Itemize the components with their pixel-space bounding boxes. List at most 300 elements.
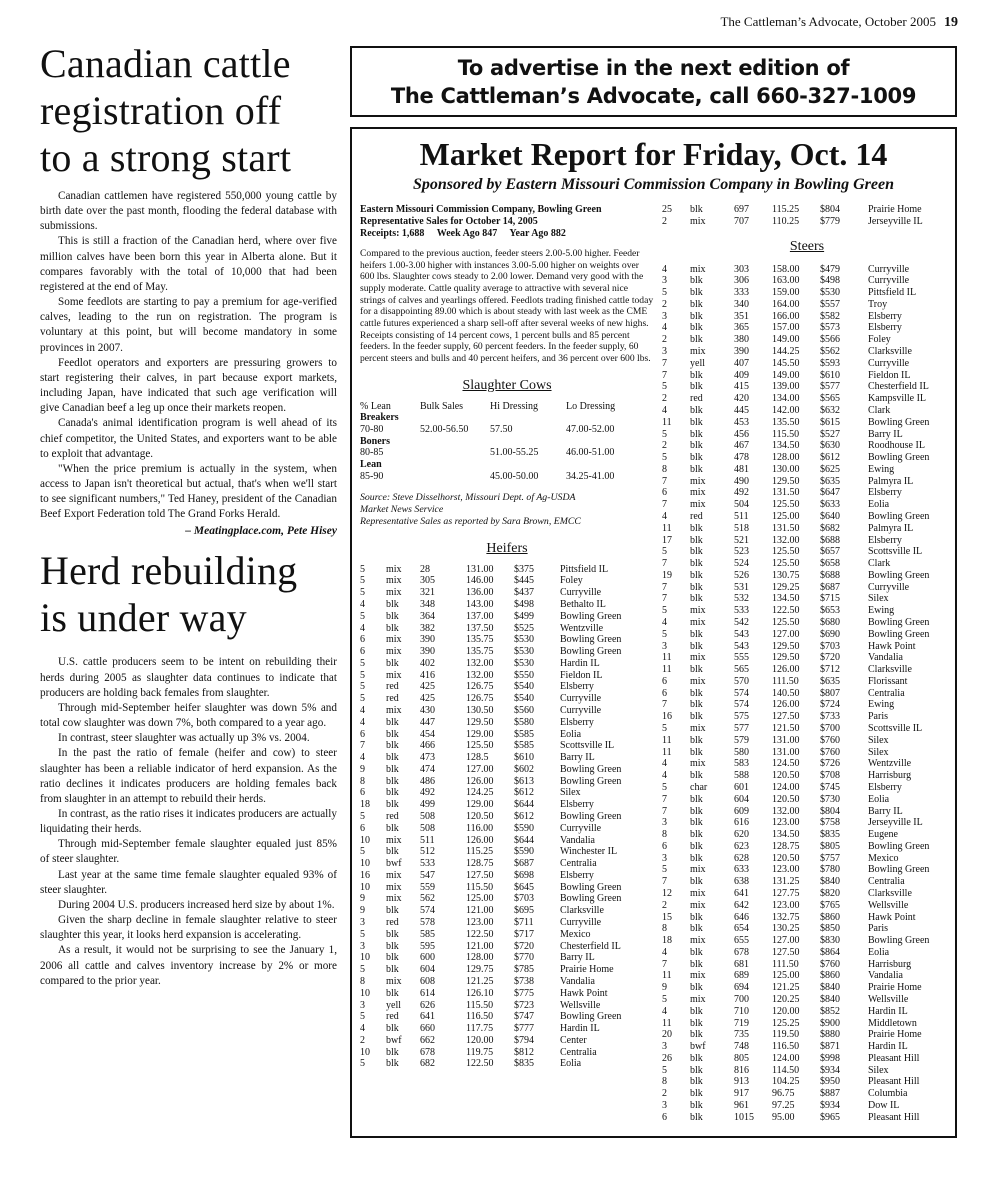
price-per-head: $557 [820, 298, 840, 310]
color: blk [690, 876, 703, 888]
sale-row [662, 794, 952, 806]
head-count: 7 [662, 699, 667, 711]
seller-town: Palmyra IL [868, 522, 914, 534]
price-per-head: $613 [514, 775, 534, 787]
color: mix [386, 587, 402, 599]
price-per-head: $775 [514, 987, 534, 999]
head-count: 2 [360, 1034, 365, 1046]
color: mix [690, 864, 706, 876]
seller-town: Curryville [560, 917, 602, 929]
head-count: 3 [662, 852, 667, 864]
head-count: 2 [662, 334, 667, 346]
sale-row [662, 334, 952, 346]
head-count: 6 [360, 787, 365, 799]
seller-town: Eolia [868, 946, 890, 958]
sale-row [662, 664, 952, 676]
sale-row [662, 464, 952, 476]
head-count: 11 [662, 1017, 672, 1029]
price-per-head: $760 [820, 958, 840, 970]
price-cwt: 126.75 [466, 681, 494, 693]
head-count: 5 [360, 964, 365, 976]
weight: 642 [734, 899, 749, 911]
price-per-head: $871 [820, 1041, 840, 1053]
price-cwt: 126.00 [466, 834, 494, 846]
seller-town: Prairie Home [560, 964, 614, 976]
cow-lo: 46.00-51.00 [566, 447, 615, 459]
cow-lo: 34.25-41.00 [566, 470, 615, 482]
weight: 660 [420, 1023, 435, 1035]
price-per-head: $717 [514, 928, 534, 940]
weight: 348 [420, 598, 435, 610]
article1-headline-line: Canadian cattle [40, 41, 291, 86]
price-cwt: 134.00 [772, 393, 800, 405]
seller-town: Hardin IL [560, 657, 600, 669]
color: blk [386, 598, 399, 610]
sale-row [662, 546, 952, 558]
color: blk [690, 440, 703, 452]
price-cwt: 127.00 [772, 628, 800, 640]
weight: 533 [420, 858, 435, 870]
sale-row [662, 959, 952, 971]
article1-headline [40, 40, 337, 181]
color: blk [386, 799, 399, 811]
head-count: 8 [360, 775, 365, 787]
publication-date: The Cattleman’s Advocate, October 2005 [720, 14, 936, 29]
article2-paragraph: In contrast, steer slaughter was actually up 3% vs. 2004. [58, 732, 310, 745]
weight: 961 [734, 1100, 749, 1112]
seller-town: Bowling Green [868, 416, 930, 428]
head-count: 3 [662, 346, 667, 358]
seller-town: Paris [868, 711, 888, 723]
article1-paragraph: This is still a fraction of the Canadian herd, where over five million calves have been born this year in Alberta alone. But it compares favorably with the total of 10,000 that had been registered at the end of May. [40, 235, 337, 293]
head-count: 10 [360, 881, 370, 893]
seller-town: Centralia [868, 876, 905, 888]
price-per-head: $807 [820, 687, 840, 699]
head-count: 4 [360, 704, 365, 716]
weight: 453 [734, 416, 749, 428]
head-count: 5 [360, 846, 365, 858]
seller-town: Bowling Green [560, 646, 622, 658]
price-per-head: $738 [514, 975, 534, 987]
head-count: 5 [662, 546, 667, 558]
seller-town: Paris [868, 923, 888, 935]
sale-row [360, 952, 654, 964]
color: blk [386, 822, 399, 834]
market-right-column [662, 204, 952, 1124]
seller-town: Barry IL [560, 952, 595, 964]
head-count: 11 [662, 970, 672, 982]
slaughter-cows-header [360, 401, 654, 413]
weight: 508 [420, 811, 435, 822]
color: mix [690, 970, 706, 982]
weight: 917 [734, 1088, 749, 1100]
color: blk [690, 664, 703, 676]
weight: 735 [734, 1029, 749, 1041]
source-line: Source: Steve Disselhorst, Missouri Dept. of Ag-USDA [360, 492, 576, 504]
sale-row [360, 634, 654, 646]
sale-row [360, 882, 654, 894]
seller-town: Curryville [868, 357, 910, 369]
weight: 478 [734, 452, 749, 464]
seller-town: Vandalia [560, 975, 595, 987]
seller-town: Clarksville [868, 887, 912, 899]
color: blk [690, 558, 703, 570]
color: mix [386, 975, 402, 987]
seller-town: Foley [560, 575, 583, 587]
price-per-head: $437 [514, 587, 534, 599]
weight: 608 [420, 975, 435, 987]
head-count: 5 [360, 669, 365, 681]
cow-bulk [420, 447, 490, 459]
price-cwt: 140.50 [772, 687, 800, 699]
color: blk [690, 793, 703, 805]
price-per-head: $580 [514, 716, 534, 728]
color: bwf [386, 1034, 402, 1046]
seller-town: Bowling Green [868, 510, 930, 522]
price-per-head: $582 [820, 310, 840, 322]
head-count: 3 [662, 1100, 667, 1112]
seller-town: Centralia [868, 687, 905, 699]
color: blk [690, 369, 703, 381]
head-count: 7 [662, 581, 667, 593]
color: blk [690, 1017, 703, 1029]
weight: 694 [734, 982, 749, 994]
price-per-head: $499 [514, 610, 534, 622]
color: blk [690, 534, 703, 546]
price-cwt: 126.00 [466, 775, 494, 787]
price-cwt: 128.75 [772, 840, 800, 852]
head-count: 5 [662, 287, 667, 299]
price-cwt: 130.75 [772, 569, 800, 581]
seller-town: Palmyra IL [868, 475, 914, 487]
head-count: 7 [662, 805, 667, 817]
article1-body [40, 189, 337, 522]
price-cwt: 126.00 [772, 699, 800, 711]
weight: 542 [734, 617, 749, 628]
price-per-head: $630 [820, 440, 840, 452]
weight: 574 [420, 905, 435, 917]
head-count: 4 [360, 752, 365, 764]
color: blk [690, 1052, 703, 1064]
article1-headline-line: to a strong start [40, 135, 292, 180]
weight: 504 [734, 499, 749, 511]
price-per-head: $445 [514, 575, 534, 587]
price-cwt: 129.00 [466, 799, 494, 811]
weight: 646 [734, 911, 749, 923]
price-per-head: $850 [820, 923, 840, 935]
price-per-head: $680 [820, 617, 840, 628]
cow-lo: 47.00-52.00 [566, 423, 615, 435]
price-cwt: 129.50 [772, 475, 800, 487]
price-per-head: $590 [514, 846, 534, 858]
color: mix [690, 487, 706, 499]
sale-row [662, 711, 952, 723]
article1-paragraph: Some feedlots are starting to pay a premium for age-verified calves, leading to the run on registration. The program is voluntary at this point, but will become mandatory in some provinces in 2007. [40, 296, 337, 354]
color: blk [690, 322, 703, 334]
price-per-head: $612 [820, 452, 840, 464]
price-cwt: 131.00 [466, 563, 494, 575]
price-cwt: 115.50 [772, 428, 800, 440]
sale-row [360, 587, 654, 599]
head-count: 5 [360, 575, 365, 587]
head-count: 7 [662, 958, 667, 970]
weight: 595 [420, 940, 435, 952]
price-per-head: $658 [820, 558, 840, 570]
head-count: 2 [662, 1088, 667, 1100]
color: blk [690, 805, 703, 817]
price-per-head: $950 [820, 1076, 840, 1088]
seller-town: Middletown [868, 1017, 917, 1029]
sale-row [662, 570, 952, 582]
weight: 575 [734, 711, 749, 723]
head-count: 17 [662, 534, 672, 546]
seller-town: Hardin IL [560, 1023, 600, 1035]
seller-town: Bowling Green [868, 569, 930, 581]
seller-town: Silex [868, 734, 889, 746]
heifers-title: Heifers [486, 540, 528, 556]
price-per-head: $747 [514, 1011, 534, 1023]
price-per-head: $900 [820, 1017, 840, 1029]
seller-town: Pleasant Hill [868, 1111, 920, 1123]
seller-town: Mexico [868, 852, 899, 864]
price-cwt: 129.50 [466, 716, 494, 728]
weight: 456 [734, 428, 749, 440]
color: mix [690, 899, 706, 911]
seller-town: Bowling Green [868, 617, 930, 628]
sale-row [662, 947, 952, 959]
weight: 390 [734, 346, 749, 358]
seller-town: Scottsville IL [560, 740, 615, 752]
price-cwt: 124.00 [772, 781, 800, 793]
head-count: 7 [662, 876, 667, 888]
seller-town: Bowling Green [868, 935, 930, 947]
price-cwt: 164.00 [772, 298, 800, 310]
color: mix [690, 758, 706, 770]
price-per-head: $758 [820, 817, 840, 829]
price-per-head: $610 [820, 369, 840, 381]
sale-row [662, 994, 952, 1006]
price-cwt: 116.00 [466, 822, 494, 834]
seller-town: Clarksville [868, 346, 912, 358]
price-per-head: $640 [820, 510, 840, 522]
color: red [386, 681, 399, 693]
price-cwt: 127.50 [772, 946, 800, 958]
seller-town: Wentzville [868, 758, 912, 770]
sale-row [360, 752, 654, 764]
head-count: 12 [662, 887, 672, 899]
color: bwf [386, 858, 402, 870]
weight: 689 [734, 970, 749, 982]
price-per-head: $820 [820, 887, 840, 899]
color: blk [690, 1100, 703, 1112]
sale-row [662, 782, 952, 794]
price-per-head: $560 [514, 704, 534, 716]
seller-town: Silex [868, 746, 889, 758]
price-cwt: 131.00 [772, 746, 800, 758]
price-cwt: 117.75 [466, 1023, 494, 1035]
color: mix [690, 499, 706, 511]
article1-byline: – Meatingplace.com, Pete Hisey [185, 525, 337, 538]
article2-paragraph: In contrast, as the ratio rises it indicates producers are actually liquidating their herds. [40, 808, 337, 836]
price-cwt: 131.25 [772, 876, 800, 888]
price-cwt: 127.50 [772, 711, 800, 723]
head-count: 4 [360, 716, 365, 728]
color: blk [386, 728, 399, 740]
price-cwt: 131.00 [772, 734, 800, 746]
sale-row [662, 641, 952, 653]
price-cwt: 122.50 [772, 605, 800, 617]
seller-town: Winchester IL [560, 846, 618, 858]
head-count: 5 [662, 381, 667, 393]
cow-grade: Boners [360, 435, 390, 447]
seller-town: Eolia [560, 728, 582, 740]
price-per-head: $864 [820, 946, 840, 958]
price-cwt: 126.75 [466, 693, 494, 705]
seller-town: Bowling Green [868, 452, 930, 464]
weight: 473 [420, 752, 435, 764]
weight: 351 [734, 310, 749, 322]
price-cwt: 132.00 [466, 657, 494, 669]
sale-row [360, 599, 654, 611]
seller-town: Curryville [868, 581, 910, 593]
price-per-head: $573 [820, 322, 840, 334]
price-per-head: $723 [514, 999, 534, 1011]
price-cwt: 130.25 [772, 923, 800, 935]
sale-row [662, 923, 952, 935]
price-cwt: 122.50 [466, 1058, 494, 1070]
color: mix [690, 935, 706, 947]
color: blk [690, 310, 703, 322]
cow-lean: 70-80 [360, 423, 384, 435]
seller-town: Ewing [868, 463, 895, 475]
price-cwt: 125.00 [772, 510, 800, 522]
color: blk [690, 287, 703, 299]
color: mix [386, 834, 402, 846]
price-per-head: $687 [820, 581, 840, 593]
price-cwt: 129.00 [466, 728, 494, 740]
sale-row [662, 440, 952, 452]
seller-town: Scottsville IL [868, 723, 923, 735]
price-per-head: $998 [820, 1052, 840, 1064]
sale-row [662, 982, 952, 994]
color: blk [690, 746, 703, 758]
seller-town: Foley [868, 334, 891, 346]
seller-town: Bethalto IL [560, 598, 606, 610]
price-per-head: $687 [514, 858, 534, 870]
weight: 365 [734, 322, 749, 334]
color: blk [690, 699, 703, 711]
market-report-title: Market Report for Friday, Oct. 14 [419, 136, 888, 172]
weight: 697 [734, 204, 749, 215]
seller-town: Fieldon IL [560, 669, 603, 681]
weight: 1015 [734, 1111, 754, 1123]
price-per-head: $835 [514, 1058, 534, 1070]
sale-row [360, 811, 654, 823]
color: bwf [690, 1041, 706, 1053]
head-count: 16 [662, 711, 672, 723]
price-per-head: $612 [514, 787, 534, 799]
head-count: 7 [662, 369, 667, 381]
color: blk [690, 687, 703, 699]
seller-town: Bowling Green [560, 893, 622, 905]
head-count: 7 [662, 558, 667, 570]
price-per-head: $860 [820, 911, 840, 923]
weight: 425 [420, 693, 435, 705]
sale-row [662, 888, 952, 900]
price-cwt: 125.50 [772, 546, 800, 558]
head-count: 5 [662, 864, 667, 876]
color: mix [690, 994, 706, 1005]
color: red [386, 693, 399, 705]
color: blk [690, 581, 703, 593]
price-cwt: 121.25 [772, 982, 800, 994]
price-cwt: 127.00 [466, 763, 494, 775]
article1-paragraph: Canadian cattlemen have registered 550,000 young cattle by birth date over the past month, flooding the federal database with submissions. [40, 190, 337, 233]
color: yell [690, 357, 705, 369]
sale-row [662, 770, 952, 782]
price-per-head: $765 [820, 899, 840, 911]
seller-town: Bowling Green [868, 628, 930, 640]
head-count: 2 [662, 215, 667, 227]
price-cwt: 129.50 [772, 652, 800, 664]
seller-town: Vandalia [560, 834, 595, 846]
weight: 620 [734, 829, 749, 841]
price-cwt: 139.00 [772, 381, 800, 393]
sale-row [662, 523, 952, 535]
slaughter-cows-title: Slaughter Cows [462, 377, 552, 393]
price-cwt: 157.00 [772, 322, 800, 334]
sale-row [662, 912, 952, 924]
head-count: 5 [662, 452, 667, 464]
head-count: 15 [662, 911, 672, 923]
sale-row [360, 670, 654, 682]
sale-row [360, 1058, 654, 1070]
price-cwt: 128.00 [466, 952, 494, 964]
sale-row [360, 740, 654, 752]
seller-town: Eolia [560, 1058, 582, 1070]
head-count: 4 [360, 622, 365, 634]
page-number: 19 [944, 15, 958, 30]
seller-town: Elsberry [868, 322, 902, 334]
price-per-head: $375 [514, 563, 534, 575]
cow-grade: Lean [360, 459, 382, 471]
seller-town: Hawk Point [868, 640, 916, 652]
price-per-head: $566 [820, 334, 840, 346]
weight: 466 [420, 740, 435, 752]
color: red [386, 1011, 399, 1023]
seller-town: Elsberry [868, 534, 902, 546]
sale-row [360, 717, 654, 729]
weight: 521 [734, 534, 749, 546]
cow-row [360, 447, 654, 459]
market-left-column [360, 204, 654, 1070]
price-cwt: 116.50 [466, 1011, 494, 1023]
weight: 816 [734, 1064, 749, 1076]
weight: 583 [734, 758, 749, 770]
seller-town: Curryville [560, 693, 602, 705]
price-per-head: $602 [514, 763, 534, 775]
color: blk [690, 404, 703, 416]
sale-row [360, 799, 654, 811]
price-cwt: 158.00 [772, 263, 800, 275]
weight: 654 [734, 923, 749, 935]
price-cwt: 126.10 [466, 987, 494, 999]
heifers-table [360, 564, 654, 1071]
sale-row [662, 322, 952, 334]
weight: 512 [420, 846, 435, 858]
head-count: 2 [662, 440, 667, 452]
sale-row [662, 699, 952, 711]
